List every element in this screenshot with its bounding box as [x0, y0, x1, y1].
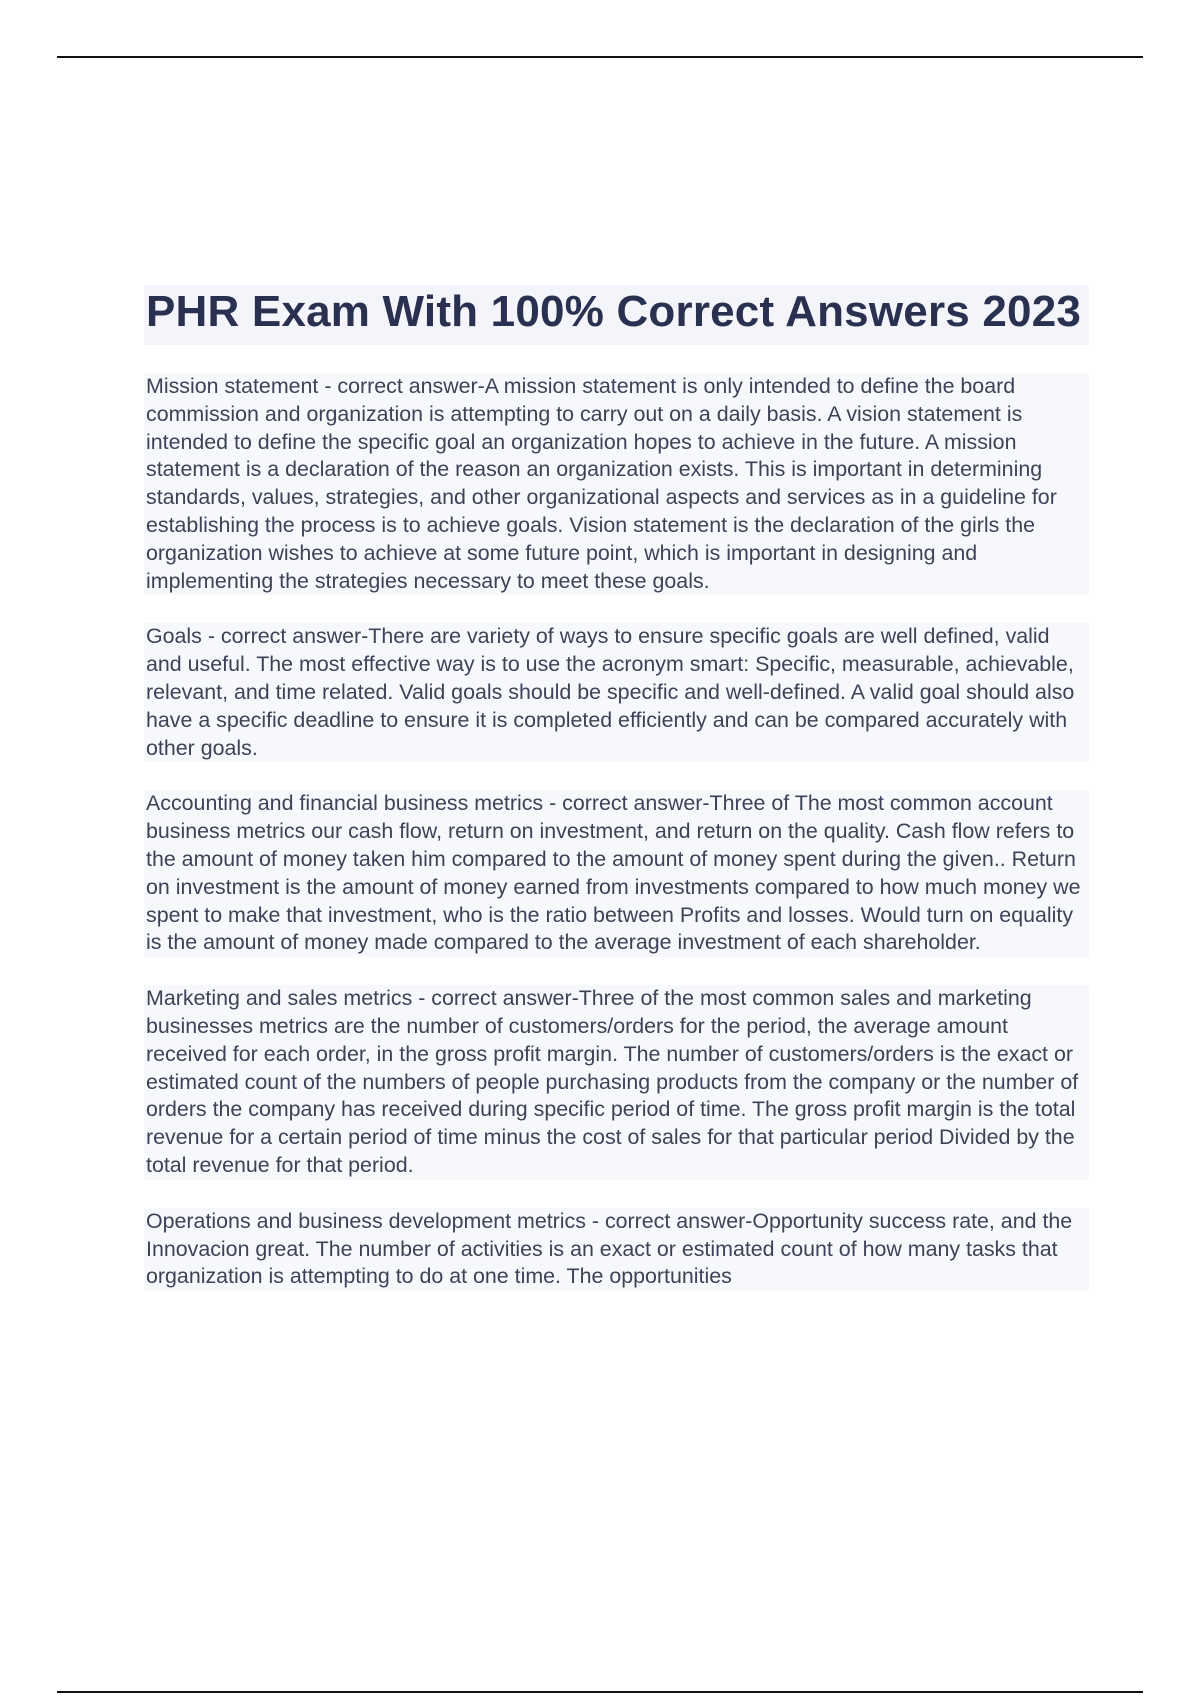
- document-title: PHR Exam With 100% Correct Answers 2023: [146, 287, 1082, 336]
- entry-mission-statement: Mission statement - correct answer-A mission statement is only intended to define the board commission and organization is attempting to carry out on a daily basis. A vision statement is intended to define the specific goal an organization hopes to achieve in the future. A mission statement is a declaration of the reason an organization exists. This is important in determining standards, values, strategies, and other organizational aspects and services as in a guideline for establishing the process is to achieve goals. Vision statement is the declaration of the girls the organization wishes to achieve at some future point, which is important in designing and implementing the strategies necessary to meet these goals.: [144, 373, 1089, 595]
- entry-goals: Goals - correct answer-There are variety of ways to ensure specific goals are well defined, valid and useful. The most effective way is to use the acronym smart: Specific, measurable, achievable, relevant, and time related. Valid goals should be specific and well-defined. A valid goal should also have a specific deadline to ensure it is completed efficiently and can be compared accurately with other goals.: [144, 623, 1089, 762]
- bottom-rule: [57, 1691, 1143, 1693]
- entry-operations-metrics: Operations and business development metrics - correct answer-Opportunity success rate, and the Innovacion great. The number of activities is an exact or estimated count of how many tasks that organization is attempting to do at one time. The opportunities: [144, 1208, 1089, 1291]
- entry-accounting-metrics: Accounting and financial business metrics - correct answer-Three of The most common account business metrics our cash flow, return on investment, and return on the quality. Cash flow refers to the amount of money taken him compared to the amount of money spent during the given.. Return on investment is the amount of money earned from investments compared to how much money we spent to make that investment, who is the ratio between Profits and losses. Would turn on equality is the amount of money made compared to the average investment of each shareholder.: [144, 790, 1089, 957]
- entry-marketing-metrics: Marketing and sales metrics - correct answer-Three of the most common sales and marketing businesses metrics are the number of customers/orders for the period, the average amount received for each order, in the gross profit margin. The number of customers/orders is the exact or estimated count of the numbers of people purchasing products from the company or the number of orders the company has received during specific period of time. The gross profit margin is the total revenue for a certain period of time minus the cost of sales for that particular period Divided by the total revenue for that period.: [144, 985, 1089, 1180]
- document-body: [144, 285, 1089, 1319]
- top-rule: [57, 56, 1143, 58]
- title-block: [144, 285, 1089, 345]
